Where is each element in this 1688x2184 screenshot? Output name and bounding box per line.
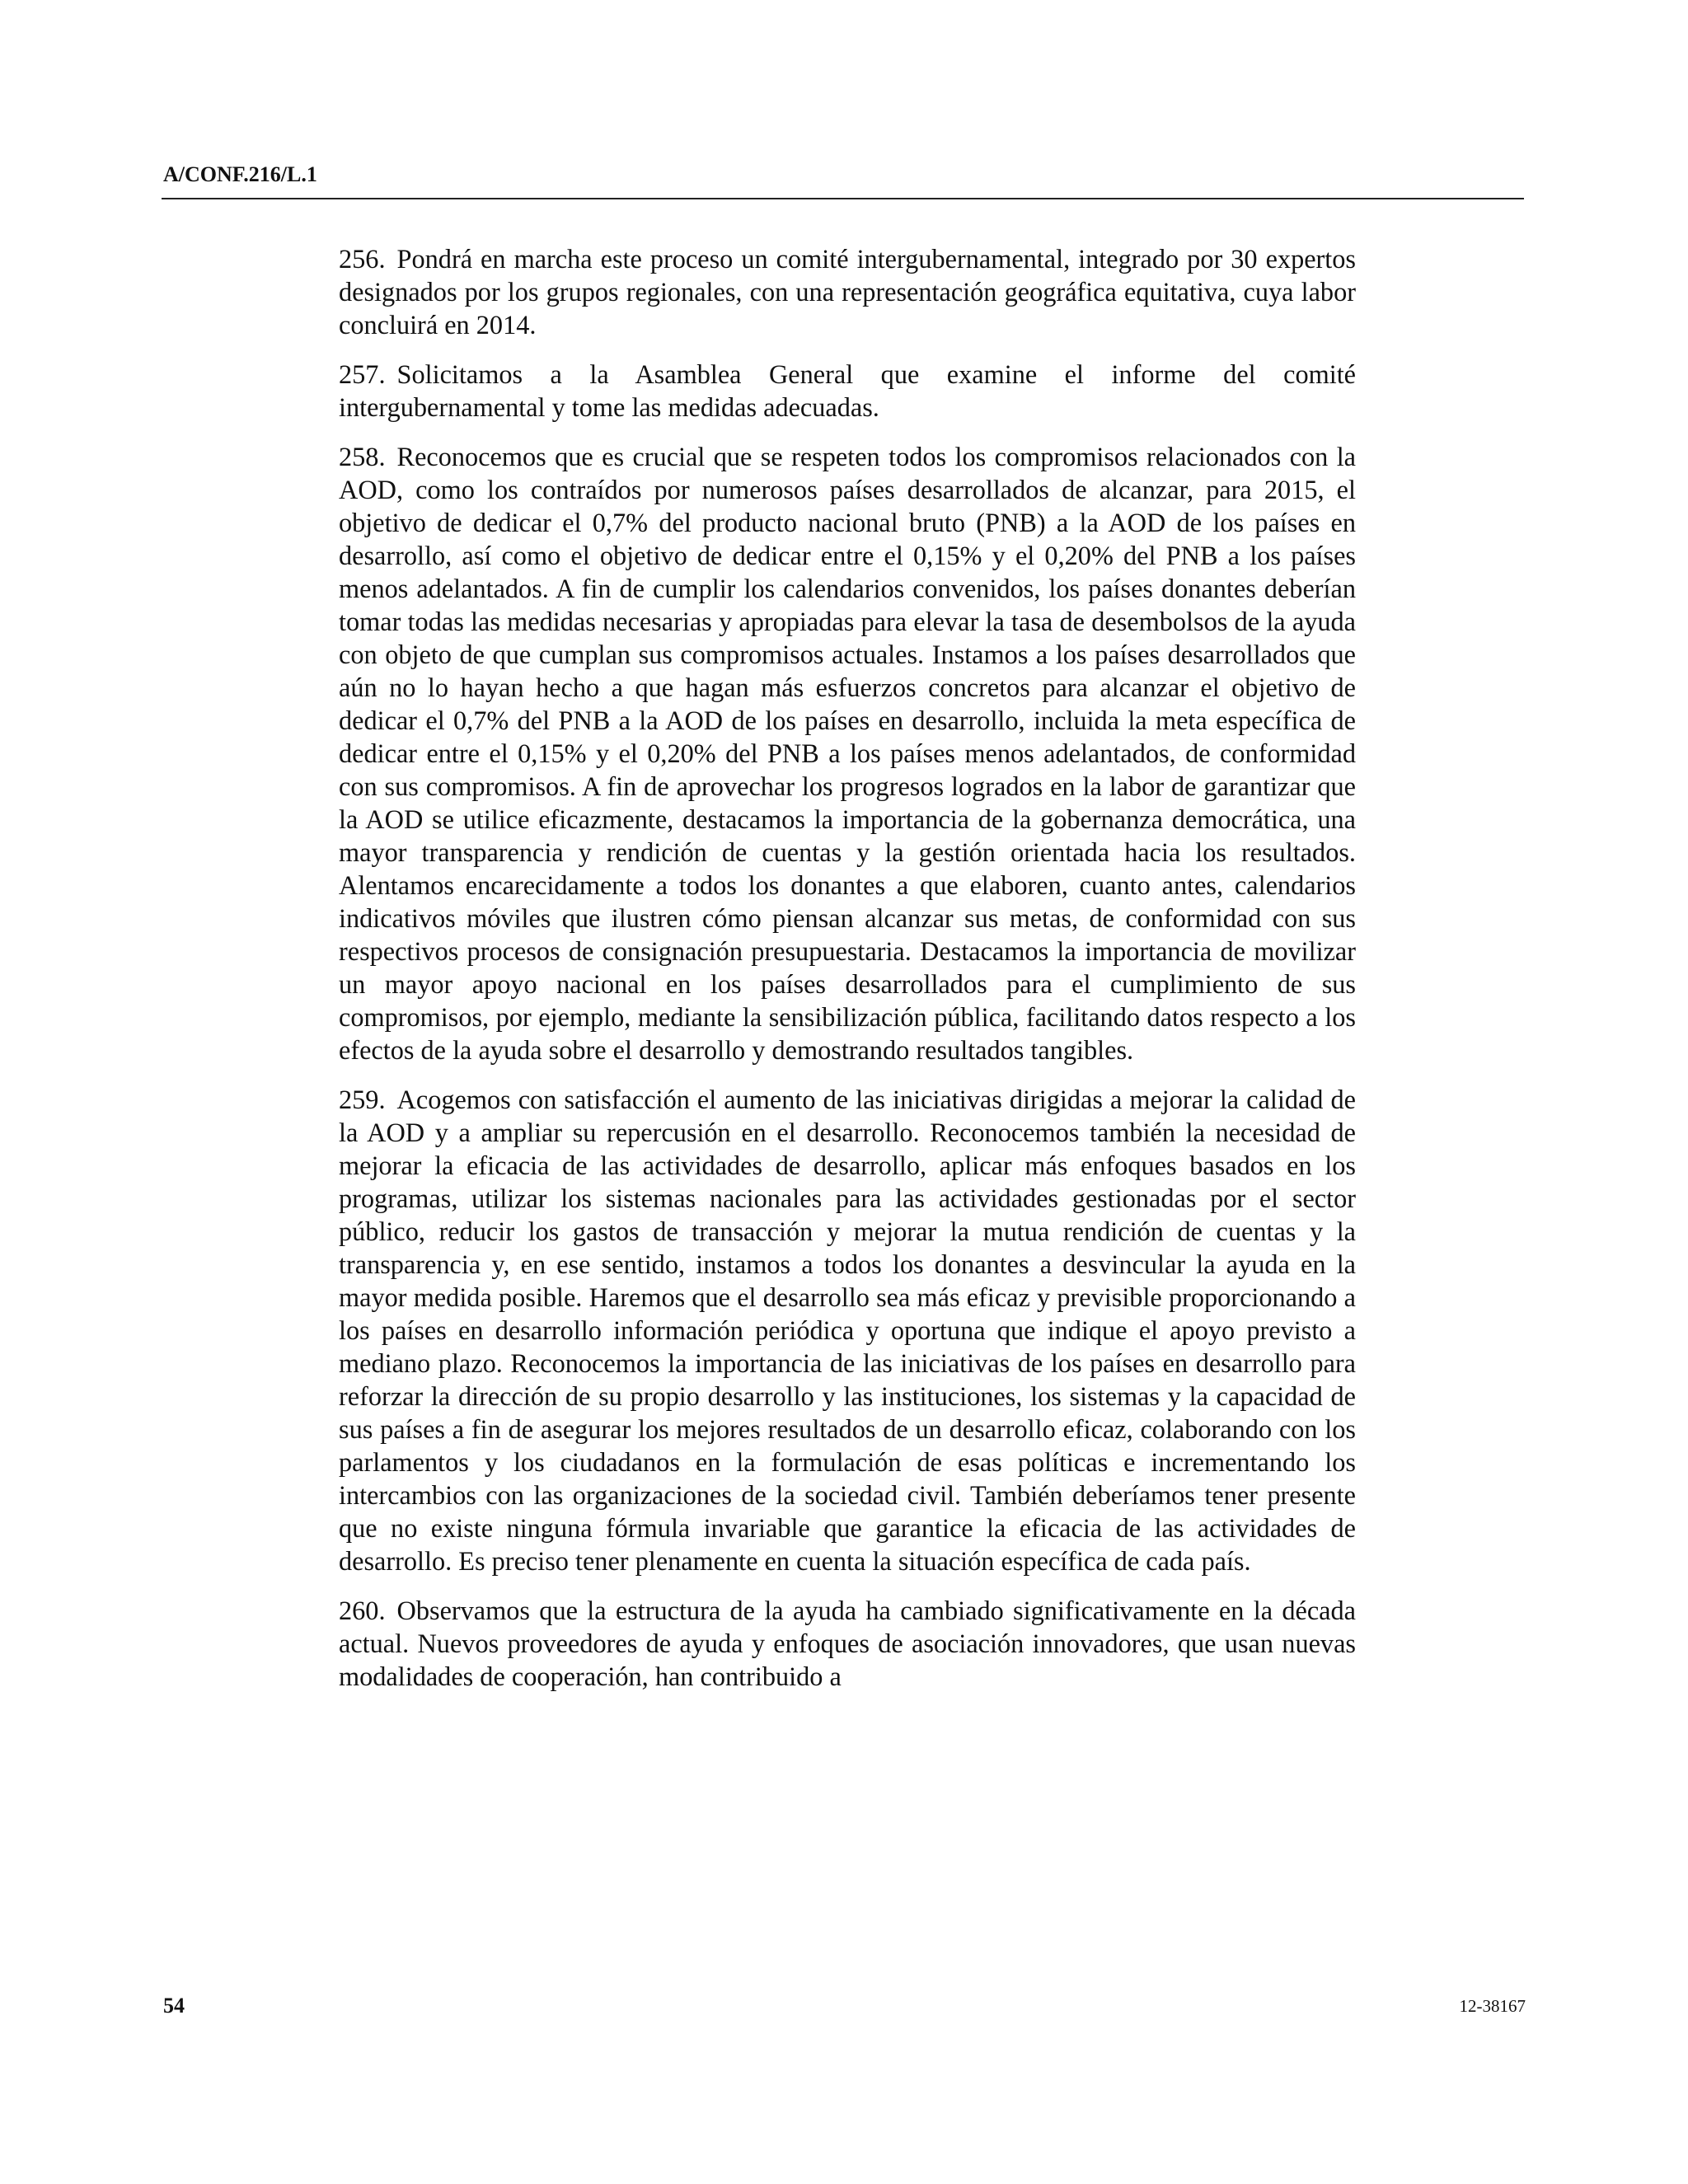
paragraph-text: Solicitamos a la Asamblea General que examine el informe del comité intergubernamental y tome las medidas adecuadas. — [339, 359, 1356, 422]
page-number: 54 — [163, 1994, 185, 2018]
header-divider — [162, 198, 1524, 199]
paragraph-text: Reconocemos que es crucial que se respeten todos los compromisos relacionados con la AOD, como los contraídos por numerosos países desarrollados de alcanzar, para 2015, el objetivo de dedicar el 0,7% del producto nacional bruto (PNB) a la AOD de los países en desarrollo, así como el objetivo de dedicar entre el 0,15% y el 0,20% del PNB a los países menos adelantados. A fin de cumplir los calendarios convenidos, los países donantes deberían tomar todas las medidas necesarias y apropiadas para elevar la tasa de desembolsos de la ayuda con objeto de que cumplan sus compromisos actuales. Instamos a los países desarrollados que aún no lo hayan hecho a que hagan más esfuerzos concretos para alcanzar el objetivo de dedicar el 0,7% del PNB a la AOD de los países en desarrollo, incluida la meta específica de dedicar entre el 0,15% y el 0,20% del PNB a los países menos adelantados, de conformidad con sus compromisos. A fin de aprovechar los progresos logrados en la labor de garantizar que la AOD se utilice eficazmente, destacamos la importancia de la gobernanza democrática, una mayor transparencia y rendición de cuentas y la gestión orientada hacia los resultados. Alentamos encarecidamente a todos los donantes a que elaboren, cuanto antes, calendarios indicativos móviles que ilustren cómo piensan alcanzar sus metas, de conformidad con sus respectivos procesos de consignación presupuestaria. Destacamos la importancia de movilizar un mayor apoyo nacional en los países desarrollados para el cumplimiento de sus compromisos, por ejemplo, mediante la sensibilización pública, facilitando datos respecto a los efectos de la ayuda sobre el desarrollo y demostrando resultados tangibles. — [339, 442, 1356, 1065]
paragraph-257 — [339, 358, 1356, 424]
paragraph-number: 260. — [339, 1596, 386, 1625]
paragraph-text: Observamos que la estructura de la ayuda ha cambiado significativamente en la década actual. Nuevos proveedores de ayuda y enfoques de asociación innovadores, que usan nuevas modalidades de cooperación, han contribuido a — [339, 1596, 1356, 1691]
paragraph-text: Acogemos con satisfacción el aumento de las iniciativas dirigidas a mejorar la calidad de la AOD y a ampliar su repercusión en el desarrollo. Reconocemos también la necesidad de mejorar la eficacia de las actividades de desarrollo, aplicar más enfoques basados en los programas, utilizar los sistemas nacionales para las actividades gestionadas por el sector público, reducir los gastos de transacción y mejorar la mutua rendición de cuentas y la transparencia y, en ese sentido, instamos a todos los donantes a desvincular la ayuda en la mayor medida posible. Haremos que el desarrollo sea más eficaz y previsible proporcionando a los países en desarrollo información periódica y oportuna que indique el apoyo previsto a mediano plazo. Reconocemos la importancia de las iniciativas de los países en desarrollo para reforzar la dirección de su propio desarrollo y las instituciones, los sistemas y la capacidad de sus países a fin de asegurar los mejores resultados de un desarrollo eficaz, colaborando con los parlamentos y los ciudadanos en la formulación de esas políticas e incrementando los intercambios con las organizaciones de la sociedad civil. También deberíamos tener presente que no existe ninguna fórmula invariable que garantice la eficacia de las actividades de desarrollo. Es preciso tener plenamente en cuenta la situación específica de cada país. — [339, 1085, 1356, 1576]
paragraph-258 — [339, 440, 1356, 1066]
paragraph-number: 258. — [339, 442, 386, 471]
paragraph-number: 256. — [339, 244, 386, 274]
paragraph-text: Pondrá en marcha este proceso un comité intergubernamental, integrado por 30 expertos designados por los grupos regionales, con una representación geográfica equitativa, cuya labor concluirá en 2014. — [339, 244, 1356, 340]
paragraph-number: 257. — [339, 359, 386, 389]
paragraph-259 — [339, 1083, 1356, 1577]
paragraph-260 — [339, 1594, 1356, 1693]
document-body — [339, 242, 1356, 1709]
paragraph-256 — [339, 242, 1356, 341]
document-code: A/CONF.216/L.1 — [163, 162, 317, 186]
document-id: 12-38167 — [1459, 1996, 1526, 2016]
paragraph-number: 259. — [339, 1085, 386, 1114]
